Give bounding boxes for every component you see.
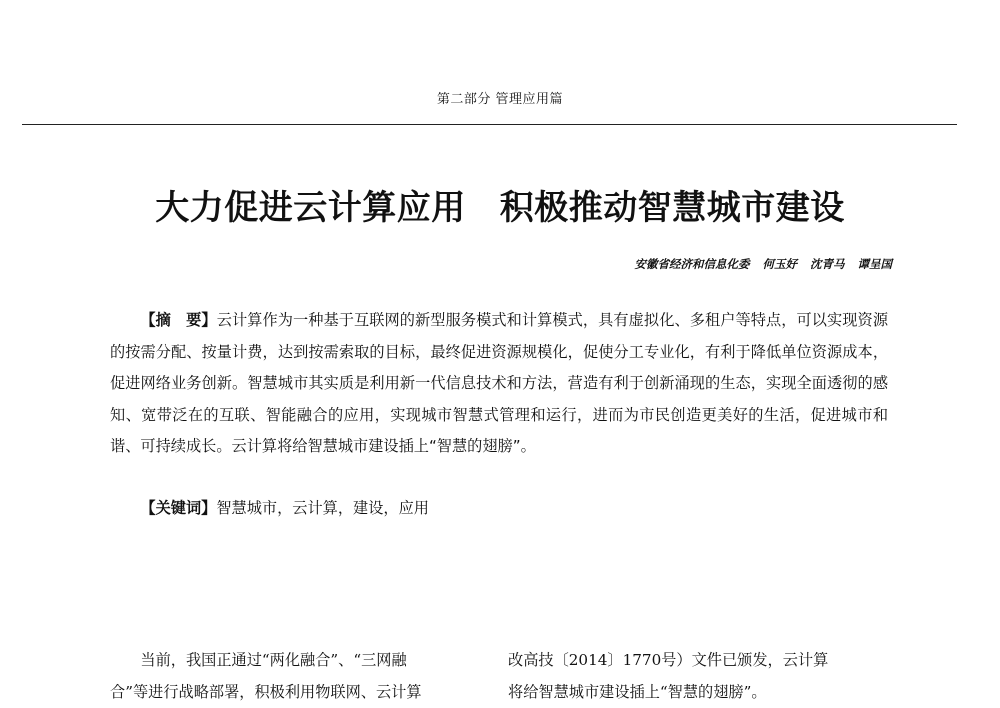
header-rule: [22, 124, 957, 125]
article-title: [0, 180, 1000, 229]
affiliation: 安徽省经济和信息化委: [634, 257, 749, 271]
abstract-paragraph: [110, 305, 888, 463]
abstract-text: 云计算作为一种基于互联网的新型服务模式和计算模式，具有虚拟化、多租户等特点，可以实现资源的按需分配、按量计费，达到按需索取的目标，最终促进资源规模化，促使分工专业化，有利于降低单位资源成本，促进网络业务创新。智慧城市其实质是利用新一代信息技术和方法，营造有利于创新涌现的生态，实现全面透彻的感知、宽带泛在的互联、智能融合的应用，实现城市智慧式管理和运行，进而为市民创造更美好的生活，促进城市和谐、可持续成长。云计算将给智慧城市建设插上“智慧的翅膀”。: [110, 311, 888, 455]
author-name: 何玉好: [762, 257, 797, 271]
author-name: 谭呈国: [858, 257, 893, 271]
title-part-1: 大力促进云计算应用: [155, 188, 466, 228]
author-name: 沈青马: [810, 257, 845, 271]
author-line: [634, 256, 892, 272]
running-header: 第二部分 管理应用篇: [0, 88, 1000, 107]
abstract-label: 【摘 要】: [140, 311, 216, 329]
keywords-paragraph: [110, 493, 888, 525]
body-line: 合”等进行战略部署，积极利用物联网、云计算: [110, 677, 495, 708]
title-part-2: 积极推动智慧城市建设: [500, 188, 845, 228]
body-column-left: [110, 645, 495, 708]
keywords-text: 智慧城市，云计算，建设，应用: [216, 499, 429, 517]
body-line: 改高技〔2014〕1770号）文件已颁发，云计算: [508, 645, 886, 677]
body-column-right: [508, 645, 886, 708]
keywords-label: 【关键词】: [140, 499, 216, 517]
body-line: 当前，我国正通过“两化融合”、“三网融: [110, 645, 495, 677]
body-line: 将给智慧城市建设插上“智慧的翅膀”。: [508, 677, 886, 708]
